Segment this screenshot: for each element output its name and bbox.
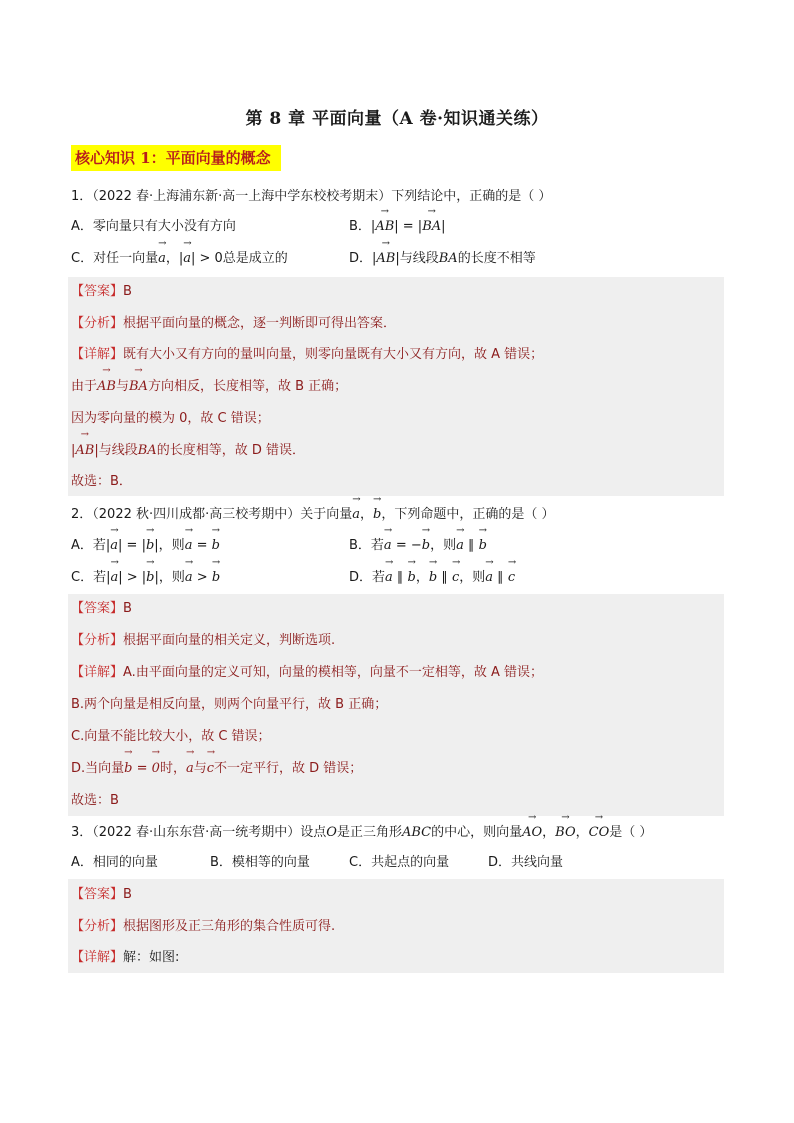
q1-detail-3: 因为零向量的模为 0，故 C 错误； xyxy=(71,411,270,426)
q1-option-a: A．零向量只有大小没有方向 xyxy=(71,219,236,234)
q1-option-d: D．|→ AB|与线段BA的长度不相等 xyxy=(349,249,536,269)
q1-option-c: C．对任一向量→ a，|→ a| > 0总是成立的 xyxy=(71,249,288,269)
q2-answer: 【答案】B xyxy=(71,601,132,616)
q2-option-c: C．若|→ a| > |→ b|，则→ a > → b xyxy=(71,568,220,588)
q3-option-a: A．相同的向量 xyxy=(71,855,158,870)
q3-option-b: B．模相等的向量 xyxy=(210,855,310,870)
q2-detail-1: 【详解】A.由平面向量的定义可知，向量的模相等，向量不一定相等，故 A 错误； xyxy=(71,665,543,680)
q2-detail-2: B.两个向量是相反向量，则两个向量平行，故 B 正确； xyxy=(71,697,388,712)
q1-choice: 故选：B． xyxy=(71,474,132,489)
q2-detail-3: C.向量不能比较大小，故 C 错误； xyxy=(71,729,271,744)
q3-option-c: C．共起点的向量 xyxy=(349,855,450,870)
q1-detail-2: 由于→ AB与→ BA方向相反，长度相等，故 B 正确； xyxy=(71,376,347,398)
q3-detail: 【详解】解：如图: xyxy=(71,950,180,965)
q1-analysis: 【分析】根据平面向量的概念，逐一判断即可得出答案． xyxy=(71,316,397,331)
question-1-stem: 1．（2022 春·上海浦东新·高一上海中学东校校考期末）下列结论中，正确的是（ ） xyxy=(71,189,552,204)
q2-detail-4: D.当向量→ b = → 0时，→ a与→ c不一定平行，故 D 错误； xyxy=(71,758,362,780)
page-title: 第 8 章 平面向量（A 卷·知识通关练） xyxy=(245,109,549,129)
q2-choice: 故选：B xyxy=(71,793,119,808)
q2-option-a: A．若|→ a| = |→ b|，则→ a = → b xyxy=(71,536,220,556)
q1-detail-1: 【详解】既有大小又有方向的量叫向量，则零向量既有大小又有方向，故 A 错误； xyxy=(71,347,544,362)
q3-option-d: D．共线向量 xyxy=(488,855,564,870)
q2-analysis: 【分析】根据平面向量的相关定义，判断选项. xyxy=(71,633,336,648)
q1-detail-4: |→ AB|与线段BA的长度相等，故 D 错误． xyxy=(71,440,305,462)
q2-option-d: D．若→ a ∥ → b，→ b ∥ → c，则→ a ∥ → c xyxy=(349,568,515,588)
q3-answer: 【答案】B xyxy=(71,887,132,902)
q2-option-b: B．若→ a = −→ b，则→ a ∥ → b xyxy=(349,536,487,556)
question-3-stem: 3．（2022 春·山东东营·高一统考期中）设点O是正三角形ABC的中心，则向量→ AO，→ BO，→ CO是（ ） xyxy=(71,823,652,843)
question-2-stem: 2．（2022 秋·四川成都·高三校考期中）关于向量→ a，→ b，下列命题中，正确的是（ ） xyxy=(71,505,555,525)
q1-answer: 【答案】B xyxy=(71,284,132,299)
q3-analysis: 【分析】根据图形及正三角形的集合性质可得. xyxy=(71,919,336,934)
q1-option-b: B．|→ AB| = |→ BA| xyxy=(349,217,446,237)
section-heading: 核心知识 1：平面向量的概念 xyxy=(71,145,281,171)
